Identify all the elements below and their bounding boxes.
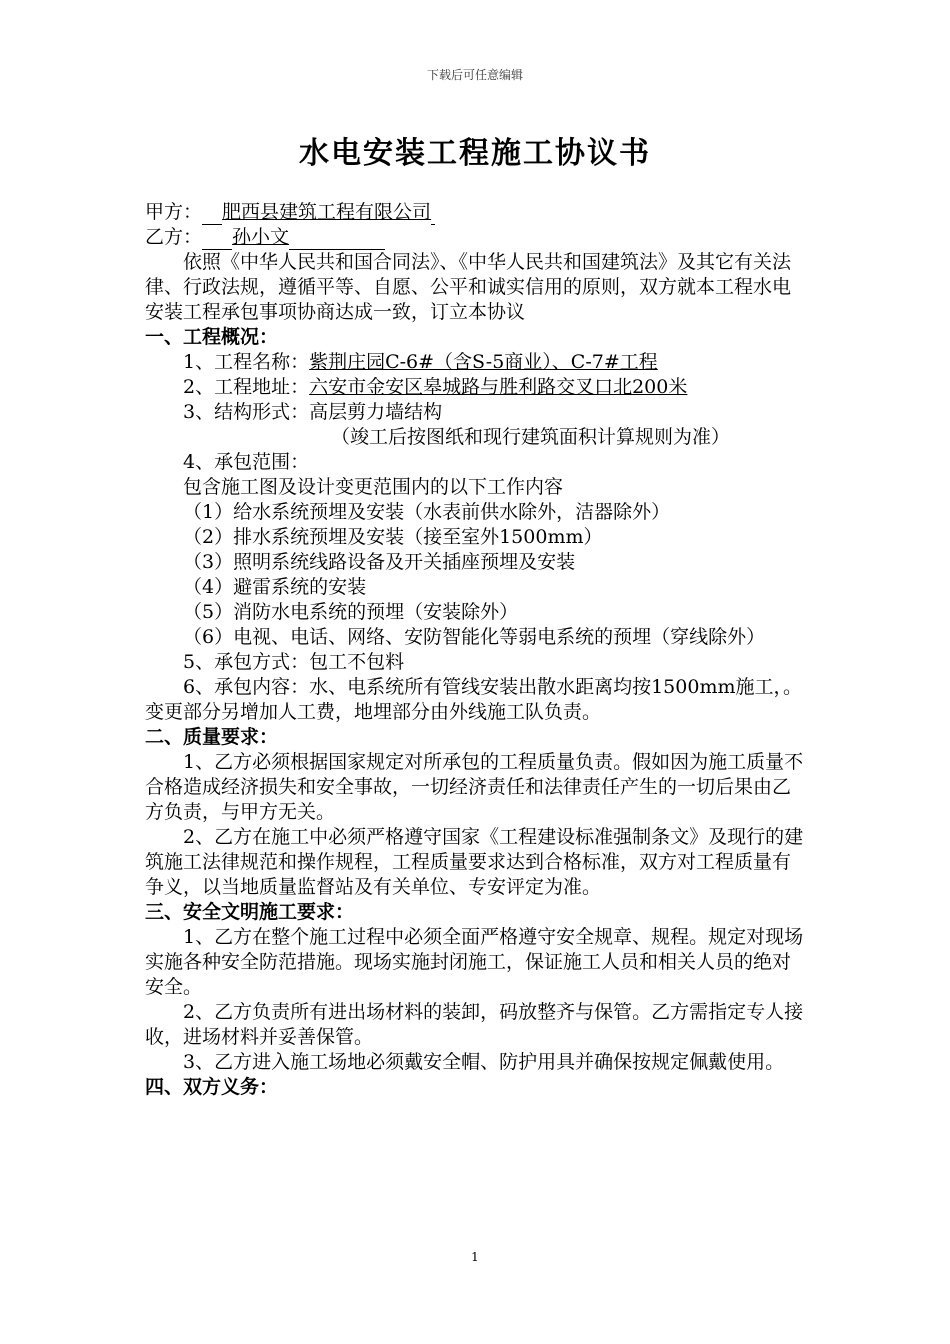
quality-paragraph-1: 1、乙方必须根据国家规定对所承包的工程质量负责。假如因为施工质量不合格造成经济损失和安全事故，一切经济责任和法律责任产生的一切后果由乙方负责，与甲方无关。 (145, 751, 804, 823)
contract-content: 6、承包内容：水、电系统所有管线安装出散水距离均按1500mm施工，。变更部分另增加人工费，地埋部分由外线施工队负责。 (145, 676, 802, 723)
intro-paragraph: 依照《中华人民共和国合同法》、《中华人民共和国建筑法》及其它有关法律、行政法规，遵循平等、自愿、公平和诚实信用的原则，双方就本工程水电安装工程承包事项协商达成一致，订立本协议 (145, 251, 792, 323)
scope-item: （3）照明系统线路设备及开关插座预埋及安装 (183, 551, 576, 573)
section-1-heading: 一、工程概况： (145, 326, 279, 348)
safety-paragraph-2: 2、乙方负责所有进出场材料的装卸，码放整齐与保管。乙方需指定专人接收，进场材料并妥善保管。 (145, 1001, 804, 1048)
party-a-label: 甲方： (145, 201, 203, 223)
section-2-heading: 二、质量要求： (145, 726, 279, 748)
party-b-line (145, 225, 807, 250)
page-header: 下载后可任意编辑 (426, 68, 523, 82)
document-title: 水电安装工程施工协议书 (299, 136, 651, 171)
structure-value: 高层剪力墙结构 (309, 401, 443, 423)
party-b-label: 乙方： (145, 226, 203, 248)
scope-item: （4）避雷系统的安装 (183, 576, 367, 598)
contract-method: 5、承包方式：包工不包料 (183, 651, 405, 673)
party-a-value: 肥西县建筑工程有限公司 (222, 201, 432, 223)
underline-gap (289, 229, 385, 250)
project-name-value: 紫荆庄园C-6#（含S-5商业）、C-7#工程 (309, 351, 658, 373)
scope-item: （5）消防水电系统的预埋（安装除外） (183, 601, 519, 623)
project-address-line (145, 375, 807, 400)
section-3-heading: 三、安全文明施工要求： (145, 901, 355, 923)
document-body (145, 200, 807, 1100)
scope-item: （1）给水系统预埋及安装（水表前供水除外，洁器除外） (183, 501, 671, 523)
structure-note: （竣工后按图纸和现行建筑面积计算规则为准） (331, 426, 731, 448)
underline-gap (202, 204, 222, 225)
project-name-label: 1、工程名称： (183, 351, 310, 373)
safety-paragraph-1: 1、乙方在整个施工过程中必须全面严格遵守安全规章、规程。规定对现场实施各种安全防范措施。现场实施封闭施工，保证施工人员和相关人员的绝对安全。 (145, 926, 804, 998)
scope-item: （2）排水系统预埋及安装（接至室外1500mm） (183, 526, 603, 548)
party-b-value: 孙小文 (232, 226, 290, 248)
structure-label: 3、结构形式： (183, 401, 310, 423)
structure-line (145, 400, 807, 425)
safety-paragraph-3: 3、乙方进入施工场地必须戴安全帽、防护用具并确保按规定佩戴使用。 (183, 1051, 785, 1073)
project-name-line (145, 350, 807, 375)
underline-gap (202, 229, 232, 250)
project-address-value: 六安市金安区皋城路与胜利路交叉口北200米 (309, 376, 688, 398)
section-4-heading: 四、双方义务： (145, 1076, 279, 1098)
quality-paragraph-2: 2、乙方在施工中必须严格遵守国家《工程建设标准强制条文》及现行的建筑施工法律规范和操作规程，工程质量要求达到合格标准，双方对工程质量有争义，以当地质量监督站及有关单位、专安评定为准。 (145, 826, 804, 898)
project-address-label: 2、工程地址： (183, 376, 310, 398)
page-number: 1 (471, 1250, 479, 1264)
scope-label: 4、承包范围： (183, 451, 310, 473)
party-a-line (145, 200, 807, 225)
scope-item: （6）电视、电话、网络、安防智能化等弱电系统的预埋（穿线除外） (183, 626, 766, 648)
scope-intro: 包含施工图及设计变更范围内的以下工作内容 (183, 476, 564, 498)
underline-gap (431, 204, 435, 225)
